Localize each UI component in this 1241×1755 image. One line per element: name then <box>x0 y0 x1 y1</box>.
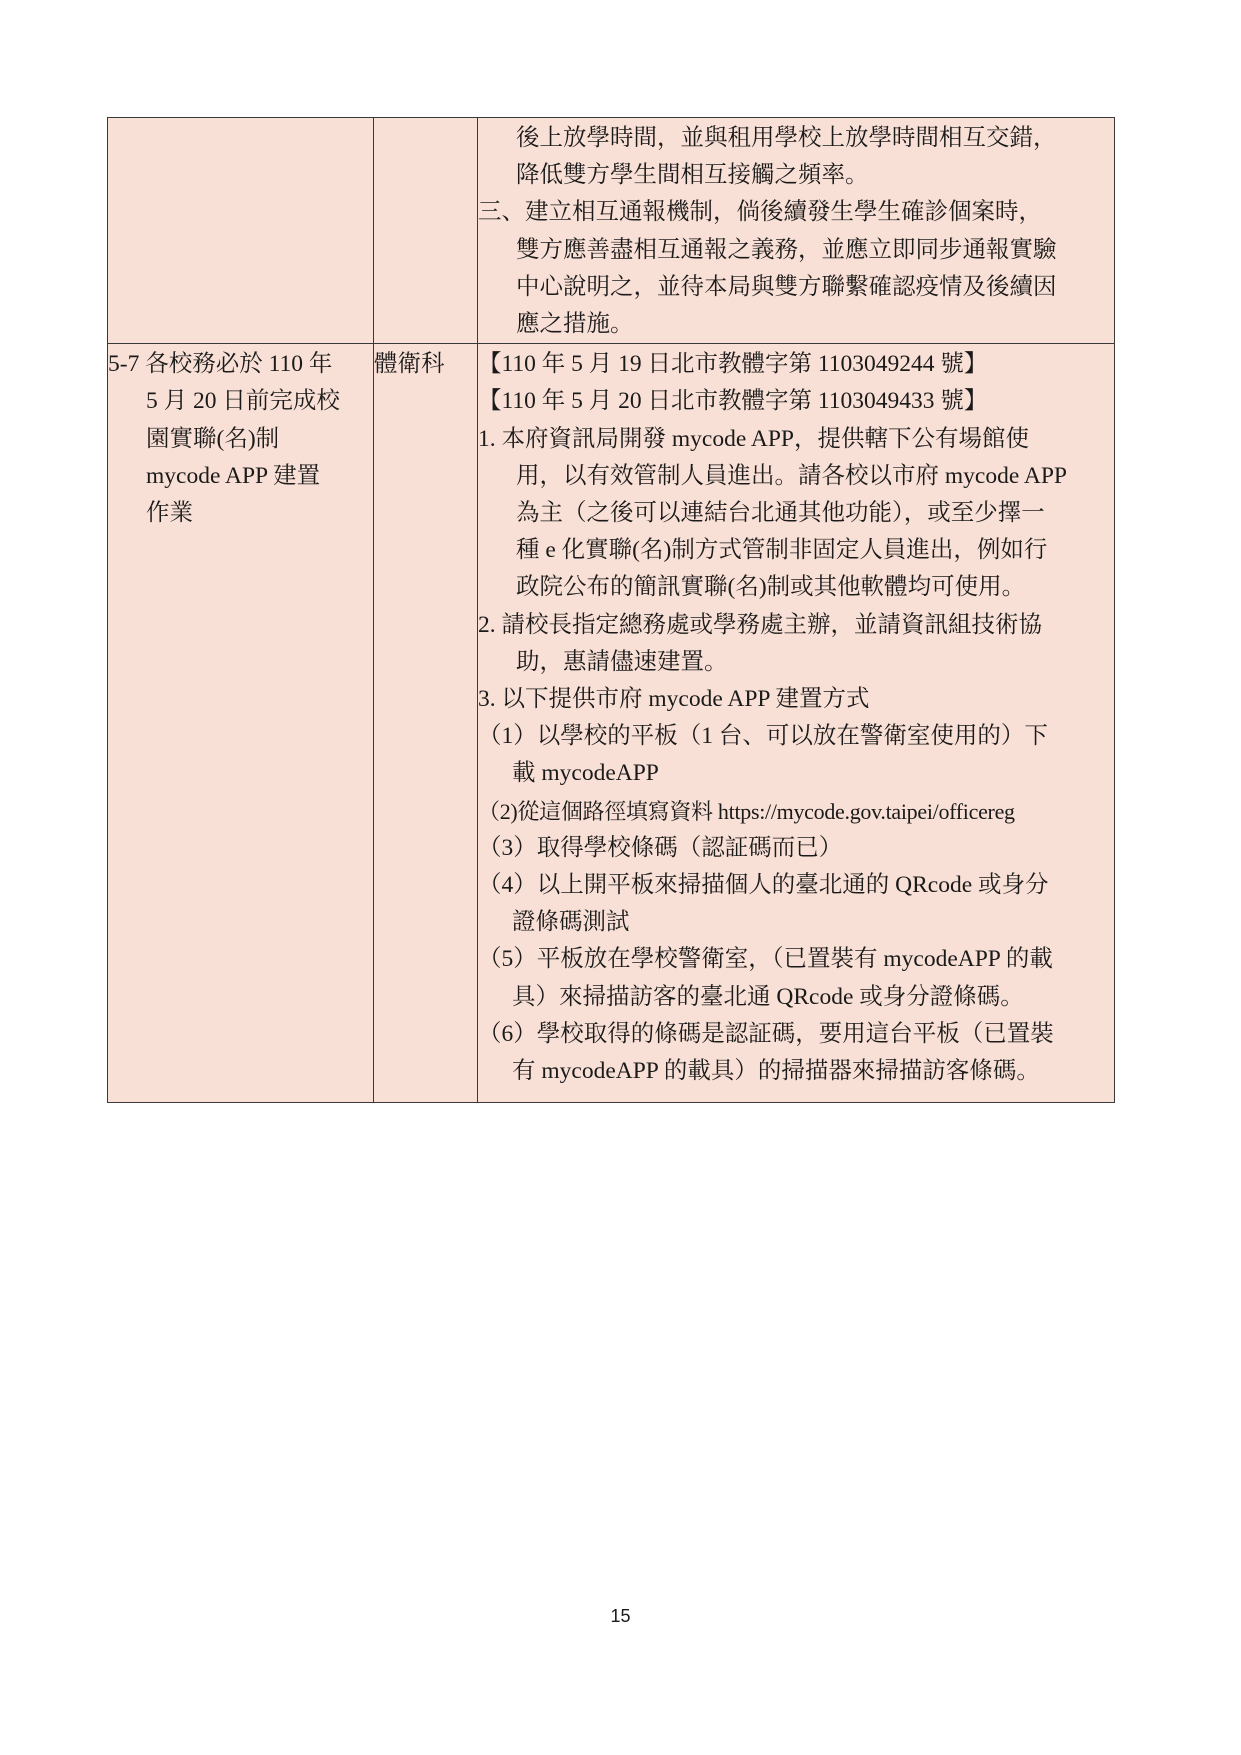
table-row <box>108 118 1115 344</box>
content-line: （6）學校取得的條碼是認証碼，要用這台平板（已置裝 <box>478 1020 1054 1047</box>
content-line: 種 e 化實聯(名)制方式管制非固定人員進出，例如行 <box>516 537 1048 564</box>
content-line: 應之措施。 <box>516 311 634 338</box>
content-line: 三、建立相互通報機制，倘後續發生學生確診個案時， <box>478 199 1042 226</box>
document-table <box>107 117 1115 1103</box>
content-line: （4）以上開平板來掃描個人的臺北通的 QRcode 或身分 <box>478 872 1049 899</box>
item-line: 5 月 20 日前完成校 <box>146 388 340 415</box>
content-line: 降低雙方學生間相互接觸之頻率。 <box>516 162 869 189</box>
content-line: 3. 以下提供市府 mycode APP 建置方式 <box>478 686 870 713</box>
page-number: 15 <box>610 1606 631 1626</box>
content-line: 中心說明之，並待本局與雙方聯繫確認疫情及後續因 <box>516 273 1057 300</box>
content-line: （5）平板放在學校警衛室，（已置裝有 mycodeAPP 的載 <box>478 946 1053 973</box>
unit-cell <box>374 118 478 344</box>
content-line: 1. 本府資訊局開發 mycode APP，提供轄下公有場館使 <box>478 425 1029 452</box>
item-line: 園實聯(名)制 <box>146 425 280 452</box>
unit-cell <box>374 344 478 1103</box>
content-line: （3）取得學校條碼（認証碼而已） <box>478 834 843 861</box>
item-line: mycode APP 建置 <box>146 462 321 489</box>
content-line: 為主（之後可以連結台北通其他功能），或至少擇一 <box>516 500 1045 527</box>
content-line: 具）來掃描訪客的臺北通 QRcode 或身分證條碼。 <box>512 983 1024 1010</box>
content-line: （1）以學校的平板（1 台、可以放在警衛室使用的）下 <box>478 723 1048 750</box>
content-line: 助，惠請儘速建置。 <box>516 648 728 675</box>
content-cell <box>478 344 1115 1103</box>
content-line: 後上放學時間，並與租用學校上放學時間相互交錯， <box>516 125 1057 151</box>
content-line: 雙方應善盡相互通報之義務，並應立即同步通報實驗 <box>516 236 1057 263</box>
content-line: 證條碼測試 <box>512 909 630 936</box>
content-line: （2)從這個路徑填寫資料 https://mycode.gov.taipei/officereg <box>478 798 1015 824</box>
item-line: 5-7 各校務必於 110 年 <box>108 351 333 378</box>
unit-label: 體衛科 <box>374 351 445 378</box>
content-line: 用，以有效管制人員進出。請各校以市府 mycode APP <box>516 462 1067 489</box>
item-cell <box>108 118 374 344</box>
item-cell <box>108 344 374 1103</box>
content-line: 有 mycodeAPP 的載具）的掃描器來掃描訪客條碼。 <box>512 1058 1040 1085</box>
content-line: 2. 請校長指定總務處或學務處主辦，並請資訊組技術協 <box>478 611 1042 638</box>
content-line: 政院公布的簡訊實聯(名)制或其他軟體均可使用。 <box>516 574 1026 601</box>
content-cell <box>478 118 1115 344</box>
document-reference: 【110 年 5 月 19 日北市教體字第 1103049244 號】 <box>478 351 988 378</box>
item-line: 作業 <box>146 500 193 527</box>
content-line: 載 mycodeAPP <box>512 760 659 787</box>
document-reference: 【110 年 5 月 20 日北市教體字第 1103049433 號】 <box>478 388 988 415</box>
table-row <box>108 344 1115 1103</box>
